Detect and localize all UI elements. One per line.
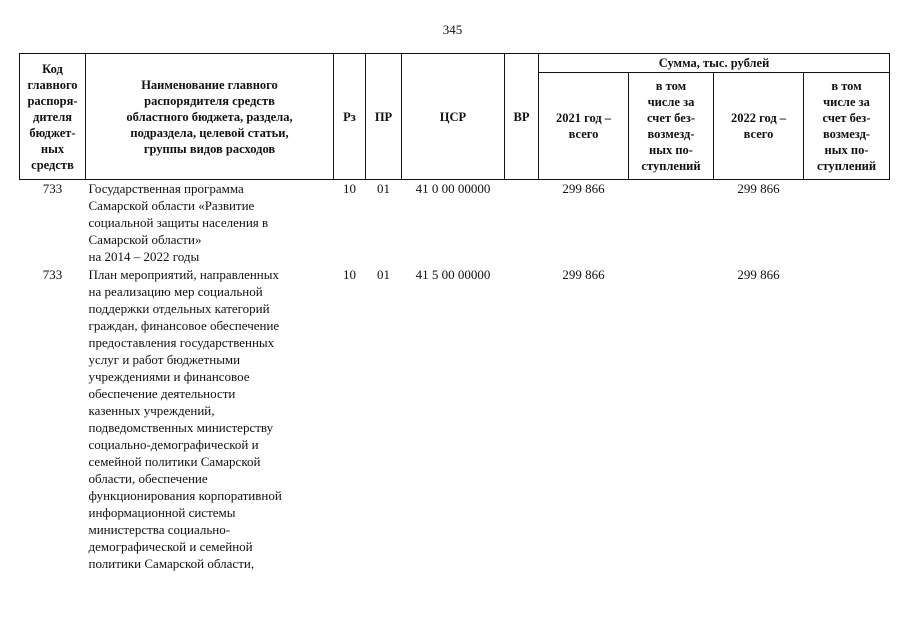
cell-pr: 01 [377,181,390,196]
header-csr: ЦСР [402,54,505,180]
cell-code: 733 [42,181,63,196]
header-code: Код главного распоря- дителя бюджет- ных средств [20,54,86,180]
cell-2021-total: 299 866 [562,181,605,196]
cell-code: 733 [42,267,63,282]
header-2021-free: в том числе за счет без- возмезд- ных по- ступлений [629,73,714,180]
cell-pr: 01 [377,267,390,282]
cell-2021-total: 299 866 [562,267,605,282]
header-2022-free: в том числе за счет без- возмезд- ных по- ступлений [804,73,890,180]
cell-vr [505,180,539,267]
cell-2022-total: 299 866 [737,181,780,196]
header-rz: Рз [334,54,366,180]
cell-csr: 41 5 00 00000 [415,267,491,282]
table-row [20,180,890,267]
cell-vr [505,266,539,572]
table-row [20,266,890,572]
budget-table [19,53,890,572]
table-body [20,180,890,573]
header-2021-total: 2021 год – всего [539,73,629,180]
header-name: Наименование главного распорядителя средств областного бюджета, раздела, подраздела, целевой статьи, группы видов расходов [86,54,334,180]
cell-rz: 10 [343,181,356,196]
header-2022-total: 2022 год – всего [714,73,804,180]
cell-csr: 41 0 00 00000 [415,181,491,196]
header-sum-group: Сумма, тыс. рублей [539,54,890,73]
header-pr: ПР [366,54,402,180]
cell-2021-free [629,266,714,572]
cell-2021-free [629,180,714,267]
table-header [20,54,890,180]
cell-name: Государственная программа Самарской области «Развитие социальной защиты населения в Самарской области» на 2014 – 2022 годы [88,181,269,264]
header-vr: ВР [505,54,539,180]
page-number: 345 [442,22,463,37]
cell-name: План мероприятий, направленных на реализацию мер социальной поддержки отдельных категорий граждан, финансовое обеспечение предоставления государственных услуг и работ бюджетными учреждениями и финансовое обеспечение деятельности казенных учреждений, подведомственных министерству социально-демографической и семейной политики Самарской области, обеспечение функционирования корпоративной информационной системы министерства социально- демографической и семейной политики Самарской области, [88,267,282,571]
cell-rz: 10 [343,267,356,282]
cell-2022-free [804,266,890,572]
cell-2022-free [804,180,890,267]
cell-2022-total: 299 866 [737,267,780,282]
